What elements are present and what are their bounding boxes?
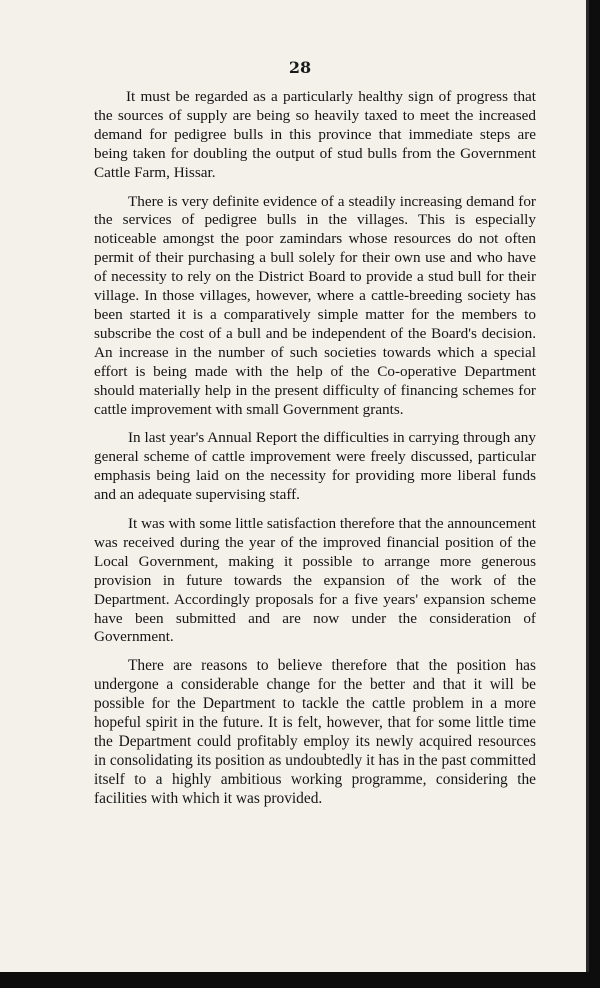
body-text [94,88,536,819]
paragraph: It was with some little satisfaction therefore that the announcement was received during the year of the improved financial position of the Local Government, making it possible to arrange more generous provision in future towards the expansion of the work of the Department. Accordingly proposals for a five years' expansion scheme have been submitted and are now under the consideration of Government. [94,515,536,646]
paragraph: In last year's Annual Report the difficulties in carrying through any general scheme of cattle improvement were freely discussed, particular emphasis being laid on the necessity for providing more liberal funds and an adequate supervising staff. [94,429,536,504]
paragraph: It must be regarded as a particularly healthy sign of progress that the sources of supply are being so heavily taxed to meet the increased demand for pedigree bulls in this province that immediate steps are being taken for doubling the output of stud bulls from the Government Cattle Farm, Hissar. [94,88,536,181]
paragraph: There are reasons to believe therefore that the position has undergone a considerable change for the better and that it will be possible for the Department to tackle the cattle problem in a more hopeful spirit in the future. It is felt, however, that for some little time the Department could profitably employ its newly acquired resources in consolidating its position as undoubtedly it has in the past committed itself to a highly ambitious working programme, considering the facilities with which it was provided. [94,657,536,807]
paragraph: There is very definite evidence of a steadily increasing demand for the services of pedigree bulls in the villages. This is especially noticeable amongst the poor zamindars whose resources do not often permit of their purchasing a bull solely for their own use and who have of necessity to rely on the District Board to provide a stud bull for their village. In those villages, however, where a cattle-breeding society has been started it is a comparatively simple matter for the members to subscribe the cost of a bull and be independent of the Board's decision. An increase in the number of such societies towards which a special effort is being made with the help of the Co-operative Department should materially help in the present difficulty of financing schemes for cattle improvement with small Government grants. [94,192,536,418]
page-number: 28 [288,58,312,77]
